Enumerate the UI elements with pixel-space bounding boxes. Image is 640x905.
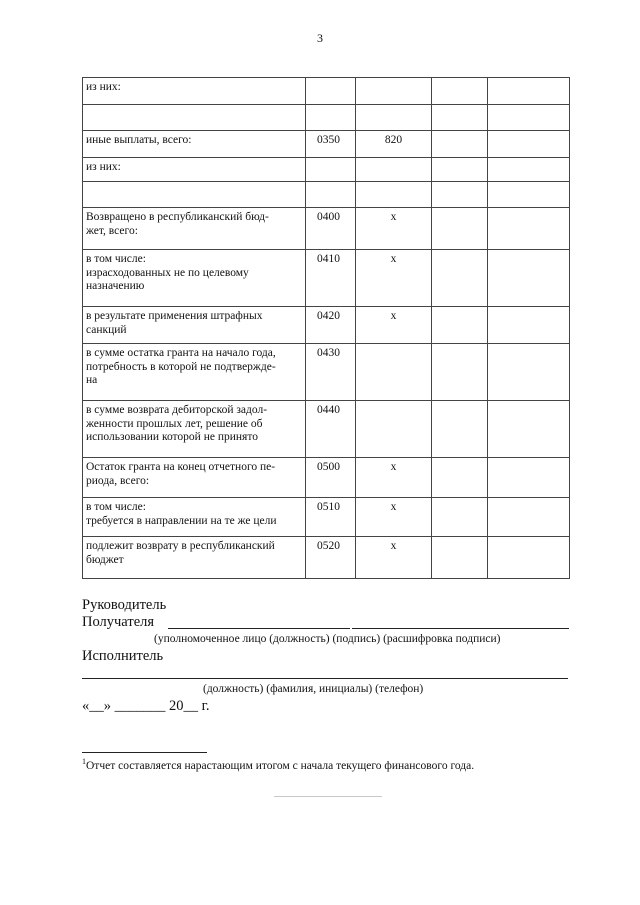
row-label: иные выплаты, всего:: [83, 131, 306, 158]
row-value-3: [488, 498, 570, 537]
row-code: 0520: [306, 537, 356, 579]
table-row: [83, 250, 570, 307]
row-value-1: [356, 182, 432, 208]
row-value-2: [432, 208, 488, 250]
page-number: 3: [317, 31, 323, 45]
executor-line: [82, 678, 568, 679]
row-label: в том числе: требуется в направлении на те же цели: [83, 498, 306, 537]
head-caption: (уполномоченное лицо (должность) (подпись) (расшифровка подписи): [154, 633, 501, 645]
row-value-3: [488, 131, 570, 158]
row-code: 0400: [306, 208, 356, 250]
row-value-2: [432, 158, 488, 182]
table-row: [83, 458, 570, 498]
row-code: 0510: [306, 498, 356, 537]
signature-line: [352, 628, 569, 629]
row-label: [83, 182, 306, 208]
footnote: [82, 757, 474, 772]
table-row: [83, 182, 570, 208]
row-label: в сумме возврата дебиторской задол- женности прошлых лет, решение об использовании которой не принято: [83, 401, 306, 458]
row-value-3: [488, 78, 570, 105]
report-table-body: [83, 78, 570, 579]
row-value-3: [488, 537, 570, 579]
row-value-2: [432, 78, 488, 105]
row-label: из них:: [83, 158, 306, 182]
position-line: [168, 628, 350, 629]
row-value-2: [432, 344, 488, 401]
row-code: [306, 158, 356, 182]
row-value-2: [432, 182, 488, 208]
row-value-2: [432, 250, 488, 307]
row-value-1: [356, 158, 432, 182]
row-code: 0420: [306, 307, 356, 344]
row-label: в том числе: израсходованных не по целевому назначению: [83, 250, 306, 307]
row-value-2: [432, 131, 488, 158]
row-value-1: [356, 105, 432, 131]
row-value-1: 820: [356, 131, 432, 158]
table-row: [83, 537, 570, 579]
row-code: 0440: [306, 401, 356, 458]
row-value-3: [488, 344, 570, 401]
row-value-1: [356, 78, 432, 105]
table-row: [83, 344, 570, 401]
row-value-1: x: [356, 307, 432, 344]
row-value-3: [488, 401, 570, 458]
date-line: «__» _______ 20__ г.: [82, 698, 210, 714]
table-row: [83, 105, 570, 131]
row-value-2: [432, 498, 488, 537]
table-row: [83, 307, 570, 344]
row-value-3: [488, 458, 570, 498]
row-value-3: [488, 158, 570, 182]
row-value-1: [356, 401, 432, 458]
row-label: Возвращено в республиканский бюд- жет, всего:: [83, 208, 306, 250]
row-value-2: [432, 458, 488, 498]
row-value-1: [356, 344, 432, 401]
row-value-2: [432, 105, 488, 131]
row-value-3: [488, 105, 570, 131]
table-row: [83, 498, 570, 537]
table-row: [83, 401, 570, 458]
head-label: Руководитель: [82, 597, 167, 613]
faint-divider: [274, 796, 382, 797]
table-row: [83, 78, 570, 105]
row-label: в сумме остатка гранта на начало года, потребность в которой не подтвержде- на: [83, 344, 306, 401]
report-table: [82, 77, 570, 579]
executor-caption: (должность) (фамилия, инициалы) (телефон): [203, 683, 424, 695]
footnote-separator: [82, 752, 207, 753]
row-value-3: [488, 182, 570, 208]
row-code: 0430: [306, 344, 356, 401]
row-value-1: x: [356, 458, 432, 498]
row-code: 0350: [306, 131, 356, 158]
table-row: [83, 131, 570, 158]
row-value-1: x: [356, 208, 432, 250]
row-code: 0410: [306, 250, 356, 307]
row-value-3: [488, 307, 570, 344]
row-label: в результате применения штрафных санкций: [83, 307, 306, 344]
row-code: 0500: [306, 458, 356, 498]
row-value-2: [432, 401, 488, 458]
row-code: [306, 105, 356, 131]
row-code: [306, 78, 356, 105]
table-row: [83, 208, 570, 250]
table-row: [83, 158, 570, 182]
row-label: из них:: [83, 78, 306, 105]
executor-label: Исполнитель: [82, 648, 164, 664]
row-label: подлежит возврату в республиканский бюджет: [83, 537, 306, 579]
recipient-label: Получателя: [82, 614, 155, 630]
row-value-2: [432, 537, 488, 579]
row-value-2: [432, 307, 488, 344]
row-label: [83, 105, 306, 131]
row-value-3: [488, 208, 570, 250]
row-value-1: x: [356, 537, 432, 579]
row-code: [306, 182, 356, 208]
row-value-3: [488, 250, 570, 307]
footnote-text: Отчет составляется нарастающим итогом с начала текущего финансового года.: [86, 759, 475, 772]
row-value-1: x: [356, 250, 432, 307]
footnote-marker: 1: [82, 757, 86, 766]
row-label: Остаток гранта на конец отчетного пе- риода, всего:: [83, 458, 306, 498]
row-value-1: x: [356, 498, 432, 537]
